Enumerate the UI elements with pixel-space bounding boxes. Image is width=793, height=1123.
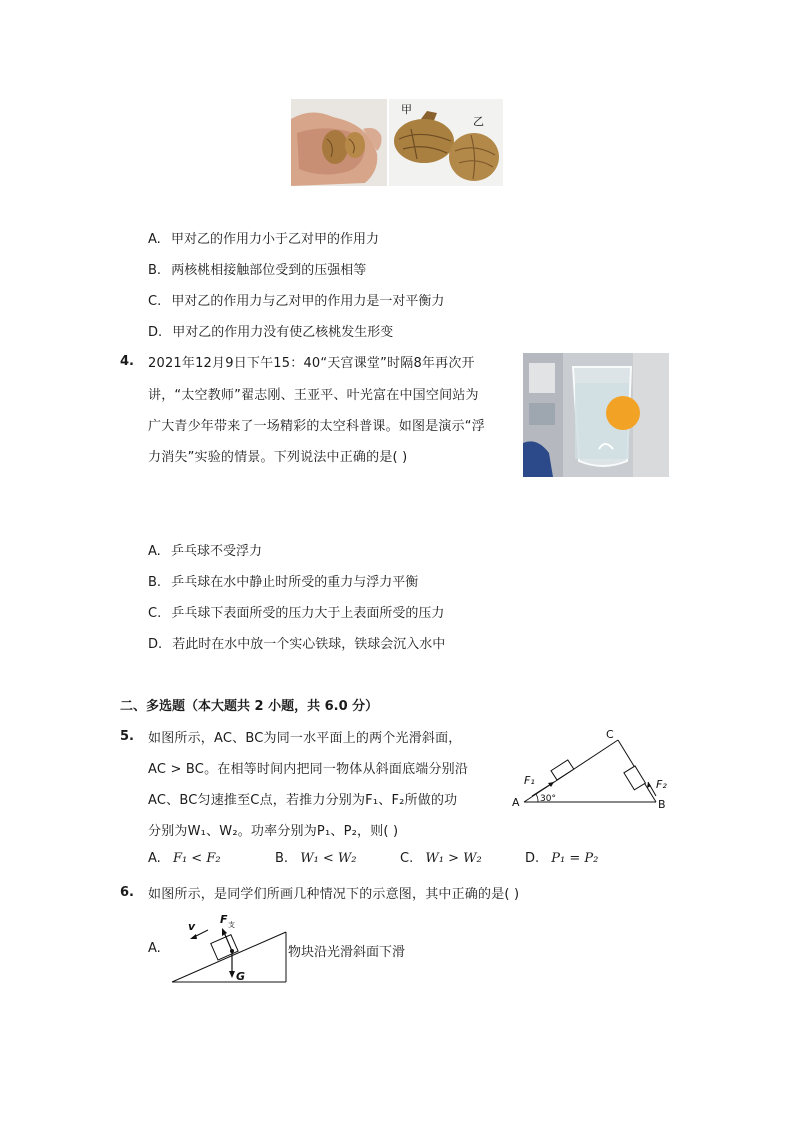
label-jia: 甲 [401,103,412,116]
block [211,935,238,960]
option-letter: C. [148,606,162,621]
q4-stem-line-1: 2021年12月9日下午15：40“天宫课堂”时隔8年再次开 [148,356,475,371]
question-number: 6. [120,885,134,900]
option-letter: D. [148,325,163,340]
option-text: W₁ < W₂ [300,851,357,866]
q4-option-a[interactable] [148,540,262,559]
q3-option-b[interactable] [148,259,366,278]
q4-option-d[interactable] [148,633,445,652]
q5-stem-line-1: 如图所示，AC、BC为同一水平面上的两个光滑斜面， [148,731,462,746]
option-text: 甲对乙的作用力与乙对甲的作用力是一对平衡力 [171,294,445,309]
option-text: W₁ > W₂ [425,851,482,866]
floating-ball-photo [523,353,669,477]
section-heading: 二、多选题（本大题共 2 小题，共 6.0 分） [120,699,379,714]
question-number: 4. [120,354,134,369]
incline-diagram [510,726,675,812]
option-text: 两核桃相接触部位受到的压强相等 [171,263,367,278]
option-letter: B. [148,263,162,278]
q5-stem-line-3: AC、BC匀速推至C点，若推力分别为F₁、F₂所做的功 [148,793,458,808]
q4-stem-line-4: 力消失”实验的情景。下列说法中正确的是( ) [148,450,408,465]
option-text: 甲对乙的作用力小于乙对甲的作用力 [170,232,379,247]
option-letter: D. [525,851,540,866]
q5-stem-line-2: AC > BC。在相等时间内把同一物体从斜面底端分别沿 [148,762,469,777]
option-letter: C. [400,851,414,866]
block-right [624,766,646,790]
walnut-photos [291,99,503,186]
incline-figure [510,726,675,812]
sliding-block-figure [168,908,290,986]
label-v: v [188,920,196,933]
q4-option-c[interactable] [148,602,444,621]
q5-option-d[interactable] [525,851,598,866]
q5-option-c[interactable] [400,851,482,866]
option-text: F₁ < F₂ [172,851,221,866]
q5-option-a[interactable] [148,851,221,866]
label-angle: 30° [540,794,556,804]
gravity-arrowhead [229,971,235,978]
q5-stem-line-4: 分别为W₁、W₂。功率分别为P₁、P₂，则( ) [148,824,399,839]
option-letter: D. [148,637,163,652]
option-letter: B. [275,851,289,866]
option-letter: B. [148,575,162,590]
option-text: P₁ = P₂ [551,851,599,866]
label-f-sub: 支 [228,921,235,929]
walnut-figure [291,99,503,186]
question-number: 5. [120,729,134,744]
label-f2: F₂ [656,778,667,791]
option-text: 甲对乙的作用力没有使乙核桃发生形变 [172,325,394,340]
block-left [551,760,574,780]
option-letter: C. [148,294,162,309]
label-c: C [606,728,614,741]
sliding-block-diagram [168,908,290,986]
q6-stem: 如图所示，是同学们所画几种情况下的示意图，其中正确的是( ) [148,887,520,902]
q6-option-a-letter[interactable]: A. [148,941,161,956]
label-f: F [220,913,228,926]
label-a: A [512,796,520,809]
label-f1: F₁ [524,774,535,787]
option-letter: A. [148,232,161,247]
q6-option-a-caption: 物块沿光滑斜面下滑 [288,945,406,960]
velocity-arrowhead [190,934,197,939]
q3-option-d[interactable] [148,321,393,340]
option-letter: A. [148,544,161,559]
q4-stem-line-3: 广大青少年带来了一场精彩的太空科普课。如图是演示“浮 [148,419,485,434]
q3-option-c[interactable] [148,290,444,309]
option-letter: A. [148,851,161,866]
q4-stem-line-2: 讲，“太空教师”翟志刚、王亚平、叶光富在中国空间站为 [148,388,479,403]
tiangong-photo [523,353,669,477]
q5-option-b[interactable] [275,851,357,866]
option-text: 乒乓球下表面所受的压力大于上表面所受的压力 [171,606,445,621]
arrowhead-f1 [548,782,554,787]
option-text: 乒乓球不受浮力 [170,544,262,559]
label-g: G [236,970,246,983]
q4-option-b[interactable] [148,571,418,590]
q3-option-a[interactable] [148,228,379,247]
option-text: 乒乓球在水中静止时所受的重力与浮力平衡 [171,575,419,590]
label-yi: 乙 [473,115,484,128]
option-text: 若此时在水中放一个实心铁球，铁球会沉入水中 [172,637,446,652]
angle-arc [536,794,538,802]
label-b: B [658,798,666,811]
